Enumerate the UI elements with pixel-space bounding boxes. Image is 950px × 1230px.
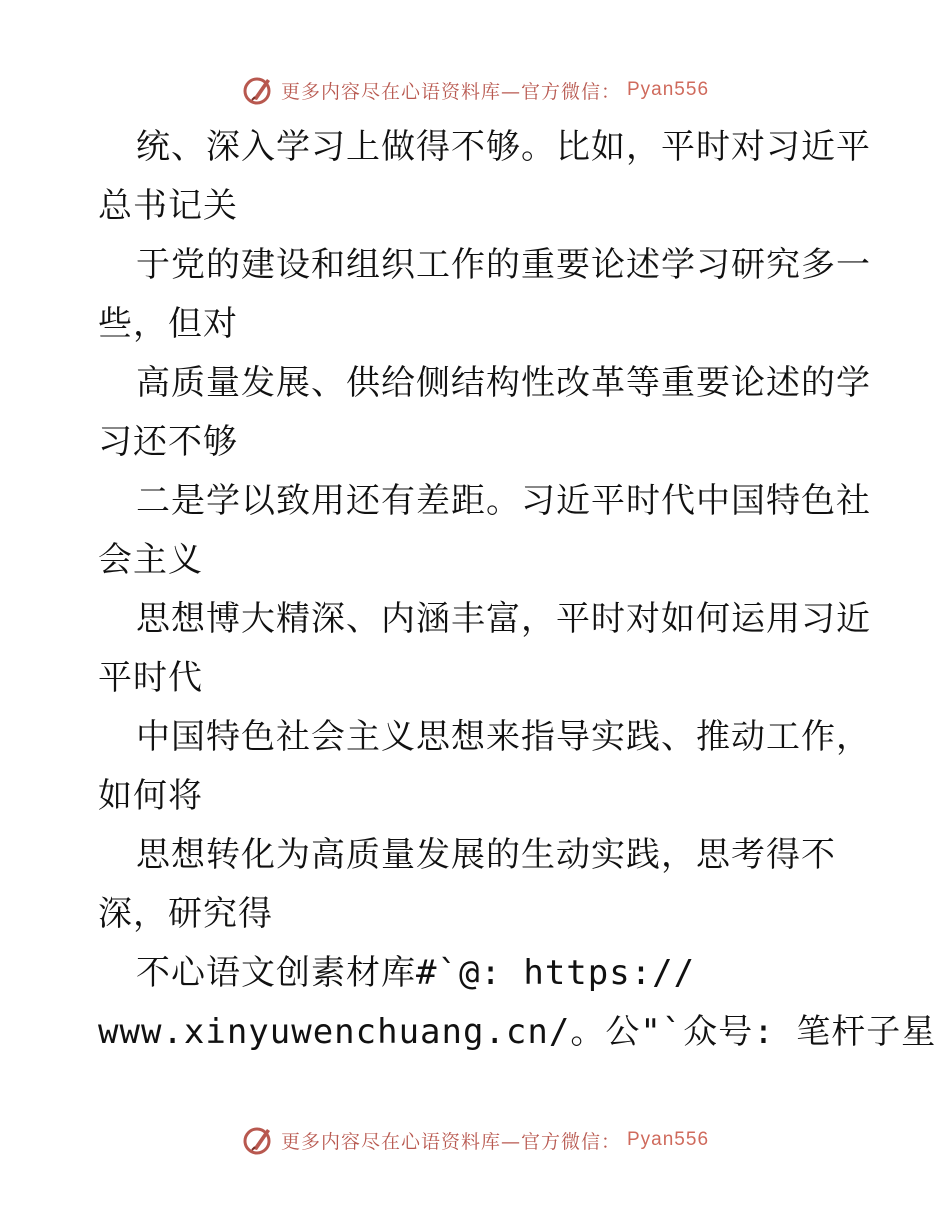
body-line: 二是学以致用还有差距。习近平时代中国特色社 (136, 481, 871, 521)
body-line: 习还不够 (98, 422, 238, 462)
body-line: 平时代 (98, 658, 203, 698)
body-line: 总书记关 (98, 186, 238, 226)
body-line: 中国特色社会主义思想来指导实践、推动工作， (136, 717, 871, 757)
body-line: 些，但对 (98, 304, 238, 344)
body-line: 于党的建设和组织工作的重要论述学习研究多一 (136, 245, 871, 285)
footer-banner (0, 1120, 950, 1160)
quill-pen-circle-icon (241, 73, 275, 107)
body-line: 会主义 (98, 540, 203, 580)
footer-banner-text: 更多内容尽在心语资料库—官方微信： (280, 1130, 621, 1153)
header-banner-wechat-id: Pyan556 (627, 79, 710, 100)
body-line: 思想博大精深、内涵丰富，平时对如何运用习近 (136, 599, 871, 639)
body-line: 高质量发展、供给侧结构性改革等重要论述的学 (136, 363, 871, 403)
body-line: 如何将 (98, 776, 203, 816)
header-banner (0, 70, 950, 110)
body-line: www.xinyuwenchuang.cn/。公"`众号: 笔杆子星 (98, 1012, 937, 1052)
document-body (98, 118, 937, 1062)
body-line: 思想转化为高质量发展的生动实践，思考得不 (136, 835, 836, 875)
footer-banner-wechat-id: Pyan556 (627, 1129, 710, 1150)
body-line: 不心语文创素材库#`@: https:// (136, 953, 696, 993)
body-line: 深，研究得 (98, 894, 273, 934)
header-banner-text: 更多内容尽在心语资料库—官方微信： (280, 80, 621, 103)
quill-pen-circle-icon (241, 1123, 275, 1157)
body-line: 统、深入学习上做得不够。比如，平时对习近平 (136, 127, 871, 167)
